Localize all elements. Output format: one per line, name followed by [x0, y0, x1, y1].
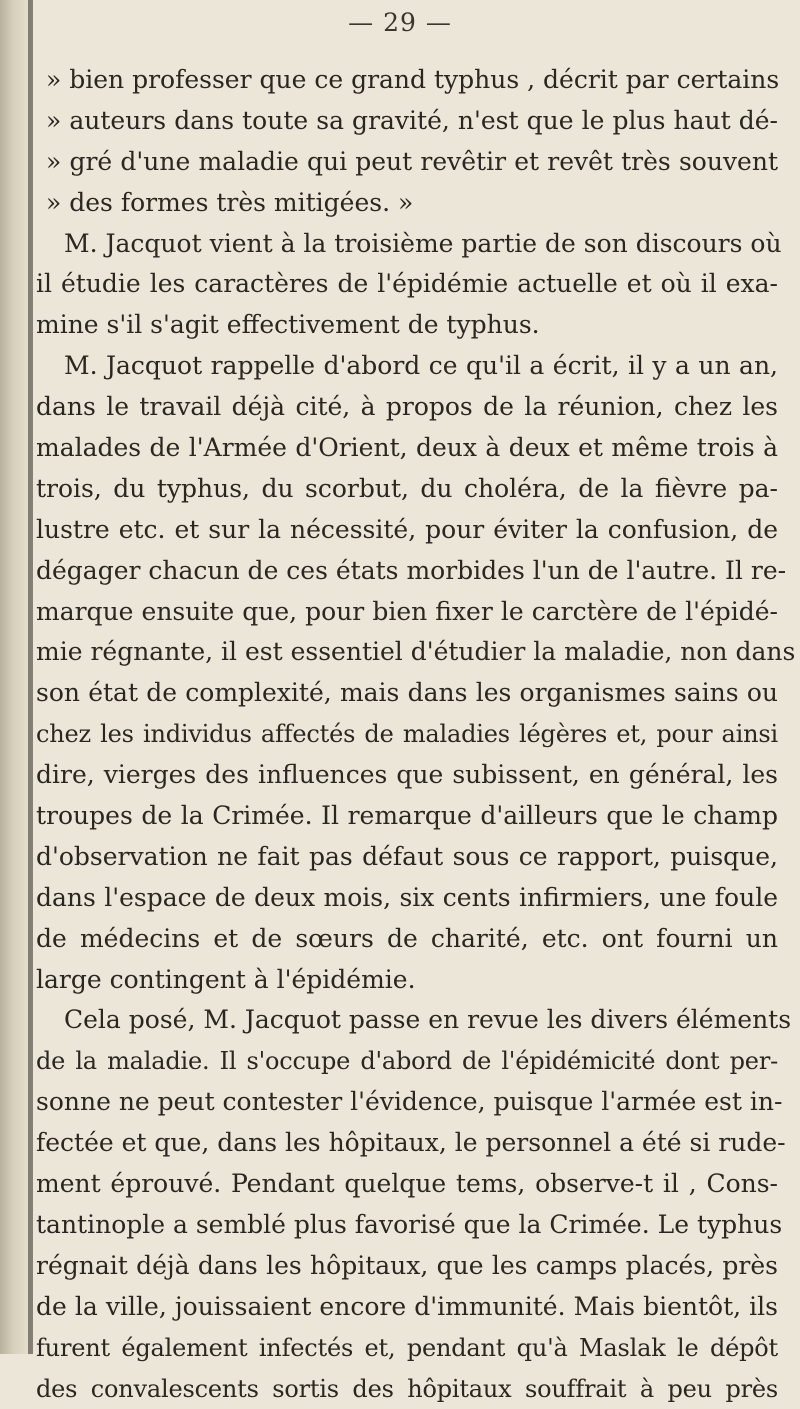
book-spine-edge [28, 0, 33, 1354]
text-line: mine s'il s'agit effectivement de typhus. [36, 305, 778, 346]
text-line: M. Jacquot rappelle d'abord ce qu'il a écrit, il y a un an, [36, 346, 778, 387]
text-line: » bien professer que ce grand typhus , décrit par certains [36, 60, 778, 101]
text-line: de la maladie. Il s'occupe d'abord de l'épidémicité dont per- [36, 1041, 778, 1082]
text-line: tantinople a semblé plus favorisé que la Crimée. Le typhus [36, 1205, 778, 1246]
text-line: trois, du typhus, du scorbut, du choléra, de la fièvre pa- [36, 469, 778, 510]
text-line: de médecins et de sœurs de charité, etc. ont fourni un [36, 919, 778, 960]
page-left-margin-shadow [0, 0, 30, 1354]
body-text [36, 60, 778, 1409]
text-line: dire, vierges des influences que subissent, en général, les [36, 755, 778, 796]
text-line: marque ensuite que, pour bien fixer le carctère de l'épidé- [36, 592, 778, 633]
text-line: Cela posé, M. Jacquot passe en revue les divers éléments [36, 1000, 778, 1041]
text-line: il étudie les caractères de l'épidémie actuelle et où il exa- [36, 264, 778, 305]
text-line: furent également infectés et, pendant qu'à Maslak le dépôt [36, 1328, 778, 1369]
text-line: sonne ne peut contester l'évidence, puisque l'armée est in- [36, 1082, 778, 1123]
text-line: ment éprouvé. Pendant quelque tems, observe-t il , Cons- [36, 1164, 778, 1205]
page-number: — 29 — [0, 8, 800, 37]
text-line: » gré d'une maladie qui peut revêtir et revêt très souvent [36, 142, 778, 183]
text-line: » auteurs dans toute sa gravité, n'est que le plus haut dé- [36, 101, 778, 142]
text-line: lustre etc. et sur la nécessité, pour éviter la confusion, de [36, 510, 778, 551]
text-line: des convalescents sortis des hôpitaux souffrait à peu près [36, 1369, 778, 1409]
text-line: d'observation ne fait pas défaut sous ce rapport, puisque, [36, 837, 778, 878]
text-line: dans l'espace de deux mois, six cents infirmiers, une foule [36, 878, 778, 919]
text-line: chez les individus affectés de maladies légères et, pour ainsi [36, 714, 778, 755]
text-line: dégager chacun de ces états morbides l'un de l'autre. Il re- [36, 551, 778, 592]
text-line: fectée et que, dans les hôpitaux, le personnel a été si rude- [36, 1123, 778, 1164]
text-line: régnait déjà dans les hôpitaux, que les camps placés, près [36, 1246, 778, 1287]
text-line: dans le travail déjà cité, à propos de la réunion, chez les [36, 387, 778, 428]
text-line: large contingent à l'épidémie. [36, 960, 778, 1001]
text-line: malades de l'Armée d'Orient, deux à deux et même trois à [36, 428, 778, 469]
text-line: troupes de la Crimée. Il remarque d'ailleurs que le champ [36, 796, 778, 837]
text-line: mie régnante, il est essentiel d'étudier la maladie, non dans [36, 632, 778, 673]
text-line: de la ville, jouissaient encore d'immunité. Mais bientôt, ils [36, 1287, 778, 1328]
text-line: » des formes très mitigées. » [36, 183, 778, 224]
text-line: son état de complexité, mais dans les organismes sains ou [36, 673, 778, 714]
text-line: M. Jacquot vient à la troisième partie de son discours où [36, 224, 778, 265]
